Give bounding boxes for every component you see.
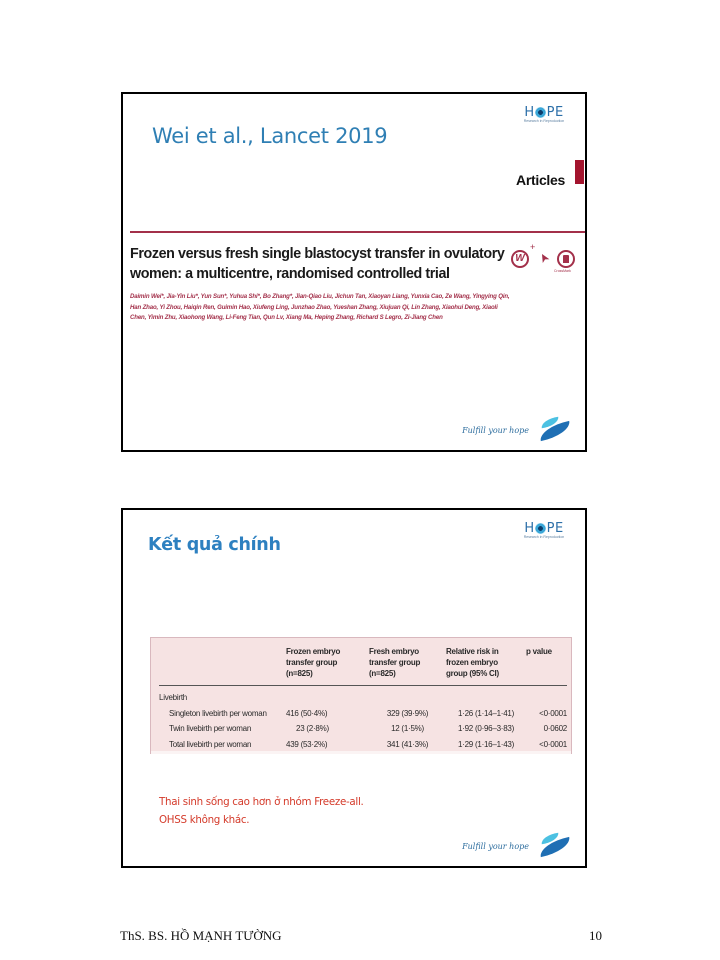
table-header: Relative risk in frozen embryo group (95% CI) [446,646,526,686]
panel-bottom-edge [151,751,571,754]
table-row [159,706,567,722]
cursor-icon: ➤ [535,250,553,266]
footer-author: ThS. BS. HỒ MẠNH TƯỜNG [120,928,282,943]
logo-text-left: H [524,105,535,120]
table-header: p value [526,646,567,686]
footer-logo [462,830,571,856]
section-label: Articles [516,172,565,188]
cell-frozen: 416 (50·4%) [286,708,328,718]
note-line: OHSS không khác. [159,814,250,826]
crossmark-label: CrossMark [554,269,571,273]
row-label: Total livebirth per woman [169,739,252,749]
row-label: Twin livebirth per woman [169,724,252,733]
results-table [159,646,567,752]
slide-title: Wei et al., Lancet 2019 [152,124,388,148]
note-line: Thai sinh sống cao hơn ở nhóm Freeze-all. [159,796,364,808]
hope-logo [517,522,571,540]
logo-text-right: PE [546,521,564,536]
table-row [159,737,567,753]
cell-fresh: 12 (1·5%) [391,724,424,733]
cell-p: 0·0602 [543,724,567,733]
cell-rr: 1·26 (1·14–1·41) [457,708,515,718]
row-label: Singleton livebirth per woman [169,708,267,718]
slide-2 [121,508,587,868]
table-header: Frozen embryo transfer group (n=825) [286,646,369,686]
leaves-logo [535,832,571,856]
page-footer [120,928,602,944]
page-number: 10 [589,928,602,943]
tagline: Fulfill your hope [462,842,529,851]
paper-title: Frozen versus fresh single blastocyst transfer in ovulatory women: a multicentre, randomised controlled trial [130,246,505,282]
cell-fresh: 341 (41·3%) [386,739,429,749]
table-header [159,646,286,686]
cell-rr: 1·29 (1·16–1·43) [457,739,515,749]
divider [130,231,585,233]
footer-logo [462,414,571,440]
cell-p: <0·0001 [539,708,567,718]
leaves-logo [535,416,571,440]
cell-p: <0·0001 [539,739,567,749]
w-icon: W [511,250,529,268]
section-bar [575,160,584,184]
logo-text-right: PE [546,105,564,120]
eye-icon [535,107,546,118]
table-section: Livebirth [159,693,187,702]
logo-subtitle: Research in Reproduction [523,535,565,539]
slide-1 [121,92,587,452]
logo-subtitle: Research in Reproduction [523,119,565,123]
plus-icon: + [530,242,536,252]
table-section-row [159,686,567,706]
cell-frozen: 23 (2·8%) [296,724,329,733]
authors: Daimin Wei*, Jia-Yin Liu*, Yun Sun*, Yuhua Shi*, Bo Zhang*, Jian-Qiao Liu, Jichun Tan, Xiaoyan Liang, Yunxia Cao, Ze Wang, Yingying Qin, Han Zhao, Yi Zhou, Haiqin Ren, Guimin Hao, Xiufeng Ling, Junzhao Zhao, Yueshan Zhang, Xiujuan Qi, Lin Zhang, Xiaohui Deng, Xiaoli Chen, Yimin Zhu, Xiaohong Wang, Li-Feng Tian, Qun Lv, Xiang Ma, Heping Zhang, Richard S Legro, Zi-Jiang Chen [130,293,510,322]
cell-frozen: 439 (53·2%) [286,739,328,749]
crossmark-icon [557,250,575,268]
key-findings [159,793,364,829]
table-header-row [159,646,567,686]
results-table-panel [150,637,572,754]
cell-rr: 1·92 (0·96–3·83) [457,724,515,733]
eye-icon [535,523,546,534]
table-header: Fresh embryo transfer group (n=825) [369,646,446,686]
table-row [159,721,567,737]
hope-logo [517,106,571,124]
paper-icons [511,242,581,280]
tagline: Fulfill your hope [462,426,529,435]
slide-title: Kết quả chính [148,535,281,555]
logo-text-left: H [524,521,535,536]
cell-fresh: 329 (39·9%) [386,708,429,718]
